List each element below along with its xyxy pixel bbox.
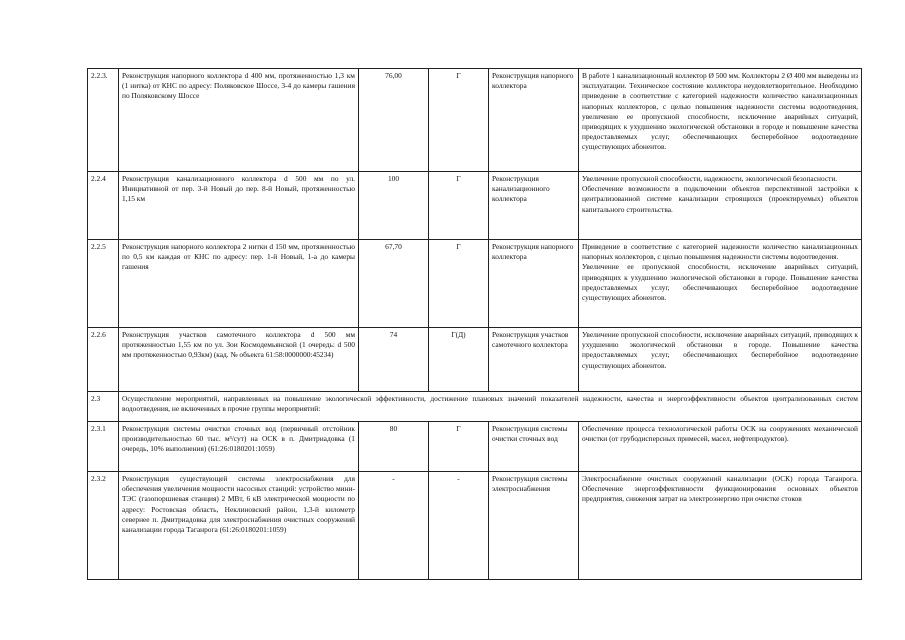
measure-kind: Реконструкция канализационного коллектора <box>489 172 579 240</box>
section-number: 2.3 <box>88 392 119 422</box>
row-number: 2.2.3. <box>88 69 119 172</box>
measure-type: Г <box>429 422 489 472</box>
measure-value: 100 <box>359 172 429 240</box>
row-number: 2.2.6 <box>88 328 119 392</box>
measures-table <box>87 68 862 580</box>
measure-value: 80 <box>359 422 429 472</box>
table-row <box>88 240 862 328</box>
measure-reason: Электроснабжение очистных сооружений канализации (ОСК) города Таганрога. Обеспечение энергоэффективности функционирования основных объектов предприятия, снижения затрат на электроэнергию при очистке стоков <box>579 472 862 580</box>
section-row <box>88 392 862 422</box>
table-row <box>88 472 862 580</box>
measure-reason: В работе 1 канализационный коллектор Ø 500 мм. Коллекторы 2 Ø 400 мм выведены из эксплуатации. Техническое состояние коллектора неудовлетворительное. Необходимо приведение в соответствие с категорией надежности количество канализационных напорных коллекторов, с целью повышения надежности системы водоотведения, увеличение ее пропускной способности, исключение аварийных ситуаций, приводящих к ухудшению экологической обстановки в городе и повышение качества предоставляемых услуг, обеспечивающих бесперебойное водоотведение существующих абонентов. <box>579 69 862 172</box>
measure-description: Реконструкция существующей системы электроснабжения для обеспечения увеличения мощности насосных станций: устройство мини-ТЭС (газопоршневая станция) 2 МВт, 6 кВ электрической мощности по адресу: Ростовская область, Неклиновский район, 1,3-й километр севернее п. Дмитриадовка для электроснабжения очистных сооружений канализации города Таганрога (61:26:0180201:1059) <box>119 472 359 580</box>
measure-kind: Реконструкция напорного коллектора <box>489 240 579 328</box>
measure-kind: Реконструкция участков самотечного коллектора <box>489 328 579 392</box>
measure-reason: Увеличение пропускной способности, надежности, экологической безопасности. Обеспечение возможности в подключении объектов перспективной застройки к централизованной системе канализации строящихся (проектируемых) объектов капитального строительства. <box>579 172 862 240</box>
measure-description: Реконструкция канализационного коллектора d 500 мм по ул. Инициативной от пер. 3-й Новый до пер. 8-й Новый, протяженностью 1,15 км <box>119 172 359 240</box>
measure-kind: Реконструкция системы электроснабжения <box>489 472 579 580</box>
measure-description: Реконструкция участков самотечного коллектора d 500 мм протяженностью 1,55 км по ул. Зои Космодемьянской (1 очередь: d 500 мм протяженностью 0,93км) (кад. № объекта 61:58:0000000:45234) <box>119 328 359 392</box>
measure-value: 67,70 <box>359 240 429 328</box>
row-number: 2.3.1 <box>88 422 119 472</box>
row-number: 2.2.4 <box>88 172 119 240</box>
row-number: 2.3.2 <box>88 472 119 580</box>
section-title: Осуществление мероприятий, направленных на повышение экологической эффективности, достижение плановых значений показателей надежности, качества и энергоэффективности объектов централизованных систем водоотведения, не включенных в прочие группы мероприятий: <box>119 392 862 422</box>
measure-reason: Увеличение пропускной способности, исключение аварийных ситуаций, приводящих к ухудшению экологической обстановки в городе. Повышение качества предоставляемых услуг, обеспечивающих бесперебойное водоотведение существующих абонентов. <box>579 328 862 392</box>
measure-kind: Реконструкция напорного коллектора <box>489 69 579 172</box>
measure-value: 74 <box>359 328 429 392</box>
measure-value: - <box>359 472 429 580</box>
table-row <box>88 328 862 392</box>
measure-type: Г(Д) <box>429 328 489 392</box>
measure-description: Реконструкция напорного коллектора d 400 мм, протяженностью 1,3 км (1 нитка) от КНС по адресу: Поляковское Шоссе, 3-4 до камеры гашения по Поляковскому Шоссе <box>119 69 359 172</box>
measure-reason: Приведение в соответствие с категорией надежности количество канализационных напорных коллекторов, с целью повышения надежности системы водоотведения. Увеличение ее пропускной способности, исключение аварийных ситуаций, приводящих к ухудшению экологической обстановки в городе. Повышение качества предоставляемых услуг, обеспечивающих бесперебойное водоотведение существующих абонентов. <box>579 240 862 328</box>
measure-description: Реконструкция системы очистки сточных вод (первичный отстойник производительностью 60 тыс. м³/сут) на ОСК в п. Дмитриадовка (1 очередь, 10% выполнения) (61:26:0180201:1059) <box>119 422 359 472</box>
table-row <box>88 69 862 172</box>
measure-kind: Реконструкция системы очистки сточных вод <box>489 422 579 472</box>
measure-type: - <box>429 472 489 580</box>
measure-type: Г <box>429 69 489 172</box>
measure-description: Реконструкция напорного коллектора 2 нитки d 150 мм, протяженностью по 0,5 км каждая от КНС по адресу: пер. 1-й Новый, 1-а до камеры гашения <box>119 240 359 328</box>
row-number: 2.2.5 <box>88 240 119 328</box>
measure-reason: Обеспечение процесса технологической работы ОСК на сооружениях механической очистки (от грубодисперсных примесей, масел, нефтепродуктов). <box>579 422 862 472</box>
measure-type: Г <box>429 240 489 328</box>
table-row <box>88 172 862 240</box>
measure-value: 76,00 <box>359 69 429 172</box>
table-row <box>88 422 862 472</box>
measure-type: Г <box>429 172 489 240</box>
